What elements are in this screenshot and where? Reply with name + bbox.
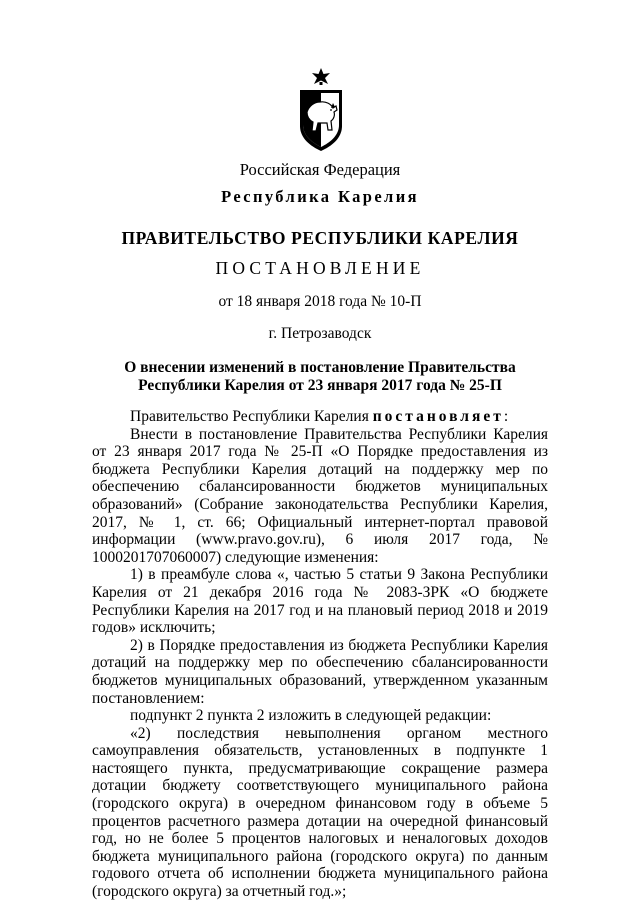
paragraph-new-wording: «2) последствия невыполнения органом местного самоуправления обязательств, установленных в подпункте 1 настоящего пункта, предусматривающие сокращение размера дотации бюджету соответствующего муниципального района (городского округа) в очередном финансовом году в объеме 5 процентов расчетного размера дотации на очередной финансовый год, но не более 5 процентов налоговых и неналоговых доходов бюджета муниципального района (городского округа) по данным годового отчета об исполнении бюджета муниципального района (городского округа) за отчетный год.»; — [92, 724, 548, 901]
country-name: Российская Федерация — [239, 160, 401, 179]
coat-of-arms-icon — [298, 68, 344, 152]
intro-keyword: постановляет — [372, 408, 504, 425]
intro-paragraph — [92, 408, 548, 426]
intro-suffix: : — [503, 408, 509, 425]
paragraph-item-1: 1) в преамбуле слова «, частью 5 статьи 9 Закона Республики Карелия от 21 декабря 2016 года № 2083-ЗРК «О бюджете Республики Карелия на 2017 год и на плановый период 2018 и 2019 годов» исключить; — [92, 566, 548, 637]
intro-prefix: Правительство Республики Карелия — [130, 408, 373, 425]
paragraph-subitem: подпункт 2 пункта 2 изложить в следующей редакции: — [130, 707, 492, 725]
document-type: ПОСТАНОВЛЕНИЕ — [215, 258, 425, 278]
republic-name: Республика Карелия — [221, 187, 419, 206]
paragraph-item-2: 2) в Порядке предоставления из бюджета Республики Карелия дотаций на поддержку мер по обеспечению сбалансированности бюджетов муниципальных образований, утвержденном указанным постановлением: — [92, 636, 548, 707]
paragraph-amendments: Внести в постановление Правительства Республики Карелия от 23 января 2017 года № 25-П «О Порядке предоставления из бюджета Республики Карелия дотаций на поддержку мер по обеспечению сбалансированности бюджетов муниципальных образований» (Собрание законодательства Республики Карелия, 2017, № 1, ст. 66; Официальный интернет-портал правовой информации (www.pravo.gov.ru), 6 июля 2017 года, № 1000201707060007) следующие изменения: — [92, 425, 548, 566]
decree-title-line-1: О внесении изменений в постановление Правительства — [124, 359, 516, 376]
government-name: ПРАВИТЕЛЬСТВО РЕСПУБЛИКИ КАРЕЛИЯ — [121, 228, 519, 248]
decree-body — [92, 408, 548, 901]
decree-title-line-2: Республики Карелия от 23 января 2017 года № 25-П — [138, 377, 502, 394]
decree-date-number: от 18 января 2018 года № 10-П — [218, 293, 422, 310]
city-name: г. Петрозаводск — [268, 325, 372, 342]
